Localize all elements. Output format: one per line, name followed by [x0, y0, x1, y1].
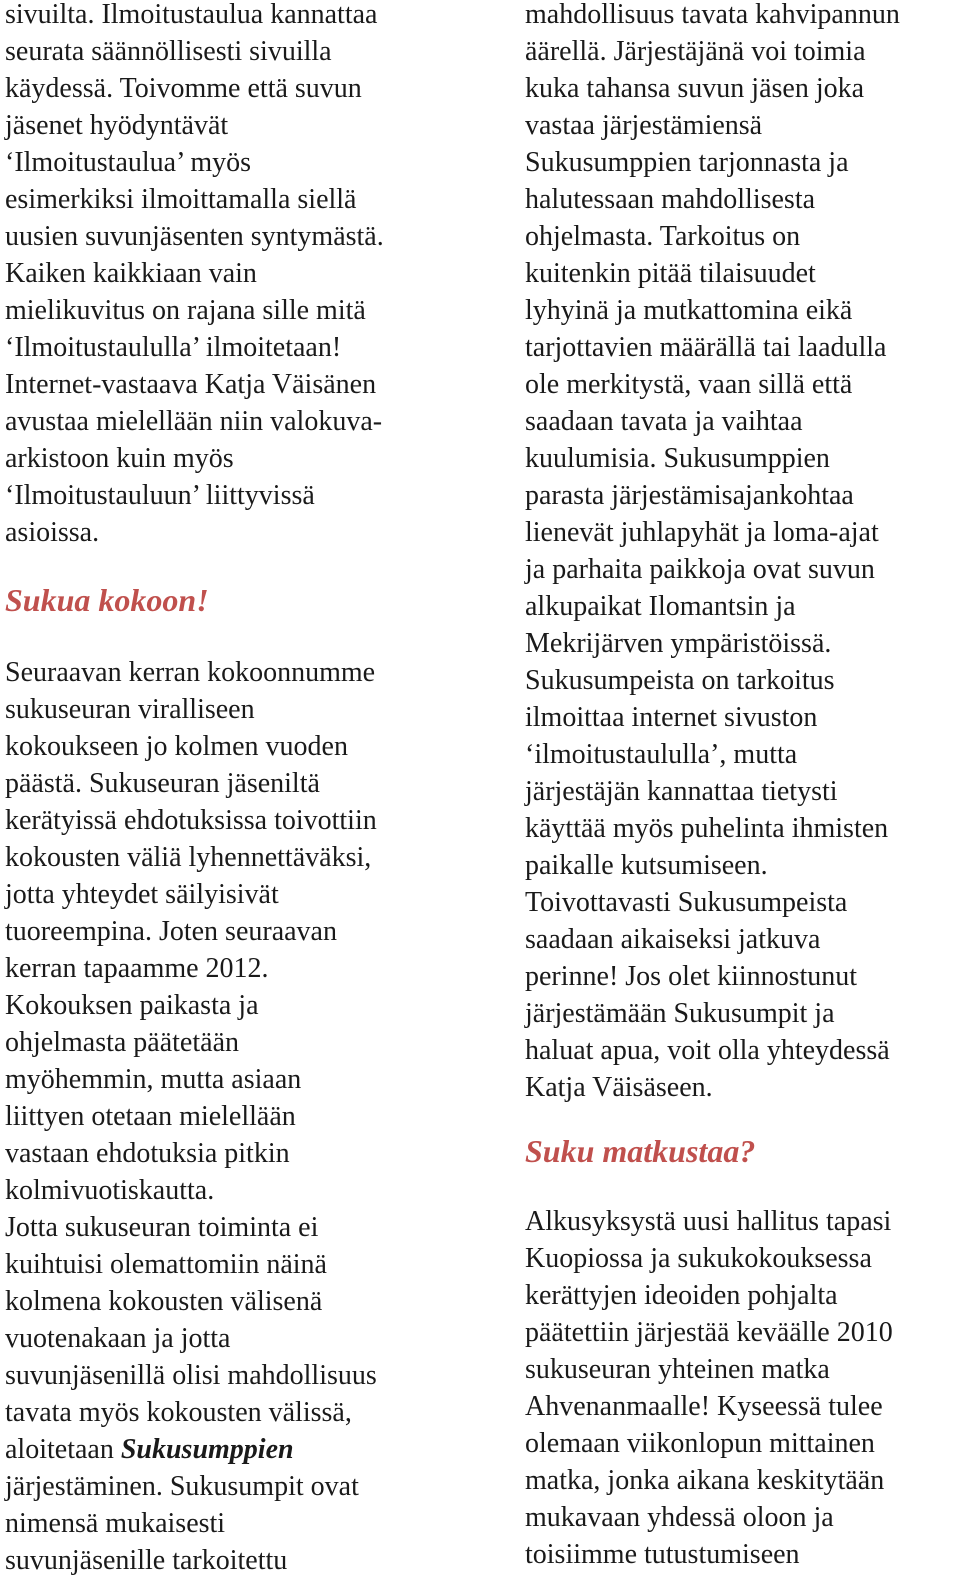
text-line: Mekrijärven ympäristöissä. [525, 628, 832, 659]
text-line: sukuseuran yhteinen matka [525, 1354, 830, 1385]
text-line: sukuseuran viralliseen [5, 694, 255, 725]
text-line: kuihtuisi olemattomiin näinä [5, 1249, 327, 1280]
text-line: kuulumisia. Sukusumppien [525, 443, 830, 474]
text-line: parasta järjestämisajankohtaa [525, 480, 854, 511]
text-line: ole merkitystä, vaan sillä että [525, 369, 853, 400]
section-heading: Suku matkustaa? [525, 1133, 756, 1169]
text-line: Kaiken kaikkiaan vain [5, 258, 257, 289]
text-line: haluat apua, voit olla yhteydessä [525, 1035, 890, 1066]
text-line: päätettiin järjestää keväälle 2010 [525, 1317, 893, 1348]
text-line: kuka tahansa suvun jäsen joka [525, 73, 865, 104]
text-line: tavata myös kokousten välissä, [5, 1397, 352, 1428]
text-line: alkupaikat Ilomantsin ja [525, 591, 796, 622]
section-heading: Sukua kokoon! [5, 582, 209, 618]
sukusumppien-emphasis: Sukusumppien [120, 1434, 294, 1465]
text-line: halutessaan mahdollisesta [525, 184, 816, 215]
sukua-kokoon-paragraph [5, 654, 377, 1579]
text-line: kolmivuotiskautta. [5, 1175, 215, 1206]
text-line: saadaan tavata ja vaihtaa [525, 406, 803, 437]
text-line: vuotenakaan ja jotta [5, 1323, 231, 1354]
text-line: Internet-vastaava Katja Väisänen [5, 369, 377, 400]
text-line: ‘Ilmoitustaulua’ myös [5, 147, 251, 178]
text-line: tarjottavien määrällä tai laadulla [525, 332, 887, 363]
text-line: ‘Ilmoitustauluun’ liittyvissä [5, 480, 315, 511]
text-line: järjestäminen. Sukusumpit ovat [5, 1471, 359, 1502]
text-line: ohjelmasta päätetään [5, 1027, 239, 1058]
text-line: ‘ilmoitustaululla’, mutta [525, 739, 798, 770]
text-line: arkistoon kuin myös [5, 443, 234, 474]
text-line: Kokouksen paikasta ja [5, 990, 259, 1021]
text-line: tuoreempina. Joten seuraavan [5, 916, 337, 947]
text-line: olemaan viikonlopun mittainen [525, 1428, 875, 1459]
text-line: jotta yhteydet säilyisivät [5, 879, 279, 910]
text-line: äärellä. Järjestäjänä voi toimia [525, 36, 866, 67]
text-line: suvunjäsenillä olisi mahdollisuus [5, 1360, 377, 1391]
text-line: järjestämään Sukusumpit ja [525, 998, 835, 1029]
text-line: vastaa järjestämiensä [525, 110, 763, 141]
text-line: vastaan ehdotuksia pitkin [5, 1138, 290, 1169]
text-line [5, 1431, 377, 1468]
text-line: Sukusumpeista on tarkoitus [525, 665, 835, 696]
text-line: Katja Väisäseen. [525, 1072, 713, 1103]
text-line: mielikuvitus on rajana sille mitä [5, 295, 366, 326]
text-line: Toivottavasti Sukusumpeista [525, 887, 848, 918]
suku-matkustaa-paragraph [525, 1203, 893, 1573]
text-line: toisiimme tutustumiseen [525, 1539, 800, 1570]
text-line: Sukusumppien tarjonnasta ja [525, 147, 849, 178]
text-line: kerättyjen ideoiden pohjalta [525, 1280, 838, 1311]
text-line: ja parhaita paikkoja ovat suvun [525, 554, 875, 585]
text-line: kuitenkin pitää tilaisuudet [525, 258, 816, 289]
text-line: käydessä. Toivomme että suvun [5, 73, 362, 104]
text-line: kerran tapaamme 2012. [5, 953, 269, 984]
text-line: myöhemmin, mutta asiaan [5, 1064, 302, 1095]
text-line: matka, jonka aikana keskitytään [525, 1465, 885, 1496]
text-line: Seuraavan kerran kokoonnumme [5, 657, 376, 688]
text-line: jäsenet hyödyntävät [5, 110, 229, 141]
text-line: mahdollisuus tavata kahvipannun [525, 0, 900, 30]
text-line: ‘Ilmoitustaululla’ ilmoitetaan! [5, 332, 342, 363]
text-line: lyhyinä ja mutkattomina eikä [525, 295, 853, 326]
text-line: Kuopiossa ja sukukokouksessa [525, 1243, 872, 1274]
text-line: kerätyissä ehdotuksissa toivottiin [5, 805, 377, 836]
sukusumpit-paragraph [525, 0, 900, 1106]
text-line: esimerkiksi ilmoittamalla siellä [5, 184, 357, 215]
text-line: uusien suvunjäsenten syntymästä. [5, 221, 384, 252]
text-line: suvunjäsenille tarkoitettu [5, 1545, 288, 1576]
text-line: perinne! Jos olet kiinnostunut [525, 961, 858, 992]
text-line: saadaan aikaiseksi jatkuva [525, 924, 821, 955]
text-line: kokoukseen jo kolmen vuoden [5, 731, 348, 762]
text-line: Ahvenanmaalle! Kyseessä tulee [525, 1391, 883, 1422]
text-line: paikalle kutsumiseen. [525, 850, 768, 881]
text-line: järjestäjän kannattaa tietysti [525, 776, 838, 807]
text-line: mukavaan yhdessä oloon ja [525, 1502, 834, 1533]
text-line: nimensä mukaisesti [5, 1508, 226, 1539]
text-line: kolmena kokousten välisenä [5, 1286, 323, 1317]
text-line: päästä. Sukuseuran jäseniltä [5, 768, 320, 799]
text-line: ilmoittaa internet sivuston [525, 702, 818, 733]
text-line: avustaa mielellään niin valokuva- [5, 406, 383, 437]
text-line: sivuilta. Ilmoitustaulua kannattaa [5, 0, 378, 30]
text-line: lienevät juhlapyhät ja loma-ajat [525, 517, 879, 548]
text-line: asioissa. [5, 517, 100, 548]
text-line: kokousten väliä lyhennettäväksi, [5, 842, 372, 873]
text-span: aloitetaan [5, 1434, 121, 1465]
text-line: seurata säännöllisesti sivuilla [5, 36, 332, 67]
text-line: käyttää myös puhelinta ihmisten [525, 813, 889, 844]
text-line: ohjelmasta. Tarkoitus on [525, 221, 801, 252]
text-line: Alkusyksystä uusi hallitus tapasi [525, 1206, 892, 1237]
intro-paragraph [5, 0, 384, 551]
text-line: Jotta sukuseuran toiminta ei [5, 1212, 319, 1243]
text-line: liittyen otetaan mielellään [5, 1101, 296, 1132]
